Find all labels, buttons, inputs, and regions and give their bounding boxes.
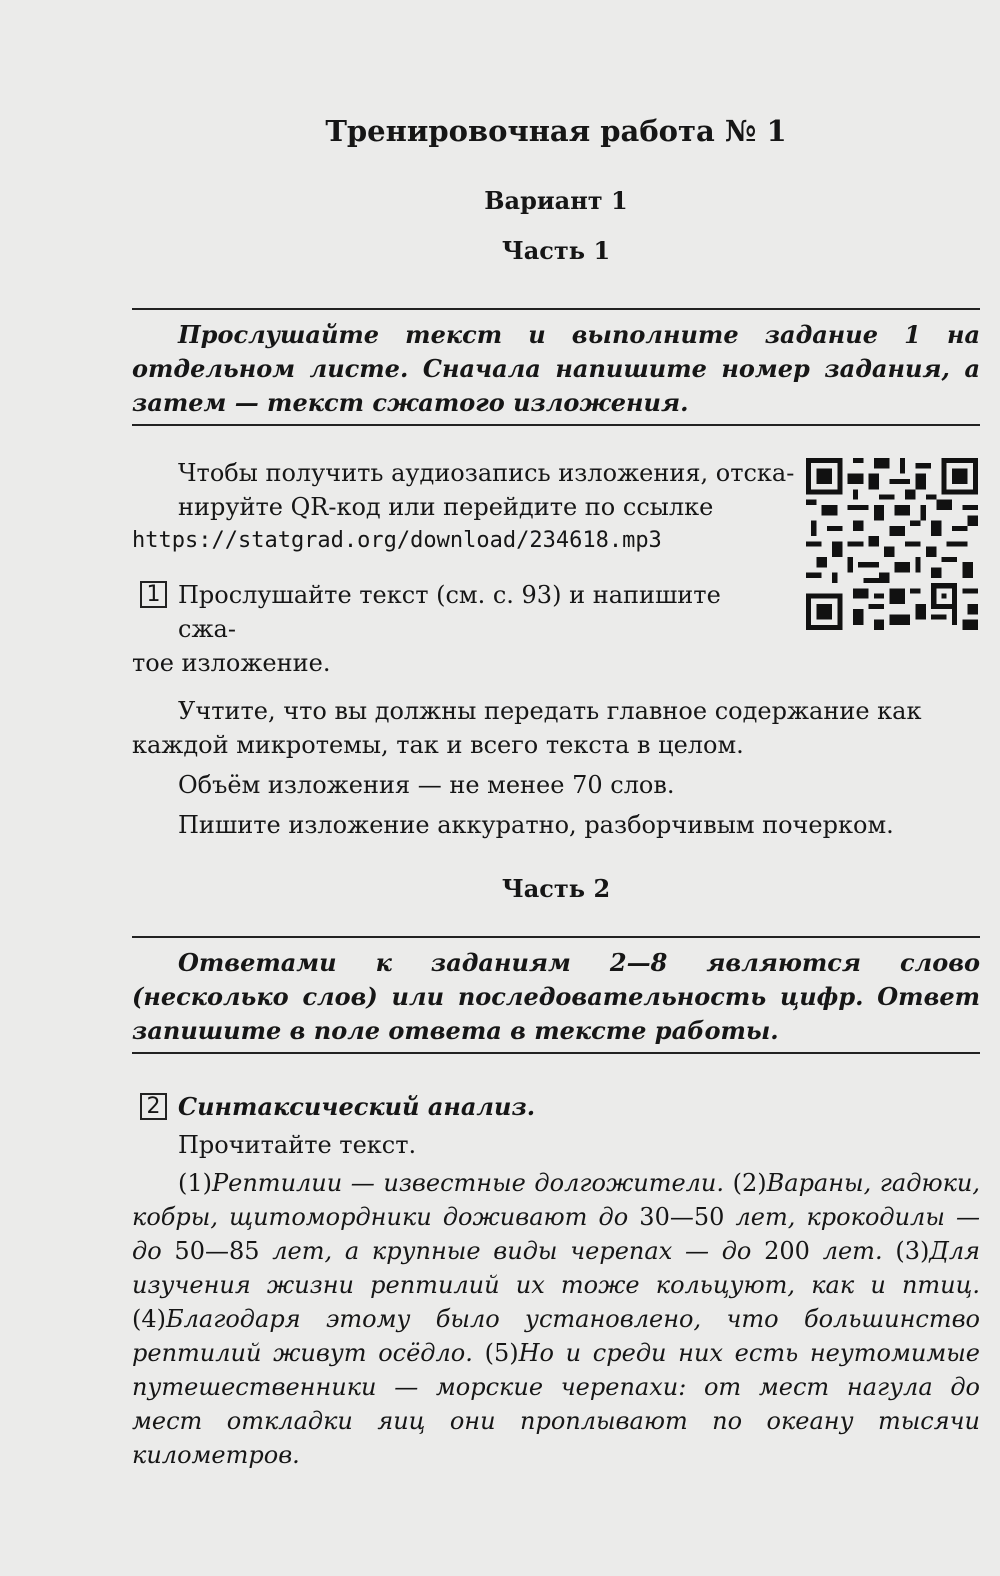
- audio-line-2: нируйте QR-код или перейдите по ссылке: [178, 493, 714, 521]
- task-1-text-line-1: Прослушайте текст (см. с. 93) и напишите сжа-: [178, 581, 721, 643]
- sentence-2-part-b: лет, крокодилы — до: [132, 1203, 980, 1265]
- sentence-4: Благодаря этому было установлено, что большинство рептилий живут осёдло.: [132, 1305, 980, 1367]
- sentence-2-part-d: лет.: [809, 1237, 883, 1265]
- task-1-number-box: 1: [140, 581, 167, 608]
- part1-instruction: Прослушайте текст и выполните задание 1 на отдельном листе. Сначала напишите номер задания, а затем — текст сжатого изложения.: [132, 308, 980, 426]
- sentence-2-number-3: 200: [764, 1237, 810, 1265]
- task-2: [132, 1090, 980, 1162]
- page-title: Тренировочная работа № 1: [325, 114, 787, 148]
- audio-block: [132, 456, 980, 574]
- part2-instruction: Ответами к заданиям 2—8 являются слово (несколько слов) или последовательность цифр. Ответ запишите в поле ответа в тексте работы.: [132, 936, 980, 1054]
- audio-line-1: Чтобы получить аудиозапись изложения, отска-: [178, 459, 795, 487]
- audio-text: [132, 456, 798, 558]
- document-content: [132, 108, 980, 1472]
- task-2-read-prompt: Прочитайте текст.: [178, 1131, 417, 1159]
- variant-title: Вариант 1: [484, 186, 628, 215]
- task-1-paragraph-1: Учтите, что вы должны передать главное содержание как каждой микротемы, так и всего текста в целом.: [132, 697, 922, 759]
- sentence-1: Рептилии — известные долгожители.: [212, 1169, 725, 1197]
- task-2-number-box: 2: [140, 1093, 167, 1120]
- sentence-4-number: (4): [132, 1305, 166, 1333]
- task-1-paragraph-3: Пишите изложение аккуратно, разборчивым почерком.: [178, 811, 894, 839]
- task-2-heading: Синтаксический анализ.: [178, 1092, 536, 1121]
- task-2-reading-text: [132, 1166, 980, 1472]
- part2-title: Часть 2: [501, 874, 611, 903]
- task-1-paragraph-2: Объём изложения — не менее 70 слов.: [178, 771, 675, 799]
- sentence-2-number-range-2: 50—85: [174, 1237, 260, 1265]
- sentence-3-number: (3): [895, 1237, 930, 1265]
- sentence-3: Для изучения жизни рептилий их тоже кольцуют, как и птиц.: [132, 1237, 981, 1299]
- sentence-2-number-range-1: 30—50: [639, 1203, 725, 1231]
- sentence-2-part-a: Вараны, гадюки, кобры, щитомордники доживают до: [132, 1169, 981, 1231]
- task-1-text-line-2: тое изложение.: [132, 649, 331, 677]
- audio-url-link[interactable]: https://statgrad.org/download/234618.mp3: [132, 528, 662, 553]
- task-1: [132, 578, 980, 680]
- sentence-2-part-c: лет, а крупные виды черепах — до: [259, 1237, 765, 1265]
- sentence-1-number: (1): [178, 1169, 212, 1197]
- sentence-5: Но и среди них есть неутомимые путешественники — морские черепахи: от мест нагула до мест откладки яиц они проплывают по океану тысячи километров.: [132, 1339, 980, 1469]
- sentence-2-number: (2): [732, 1169, 767, 1197]
- part1-title: Часть 1: [501, 236, 611, 265]
- sentence-5-number: (5): [484, 1339, 519, 1367]
